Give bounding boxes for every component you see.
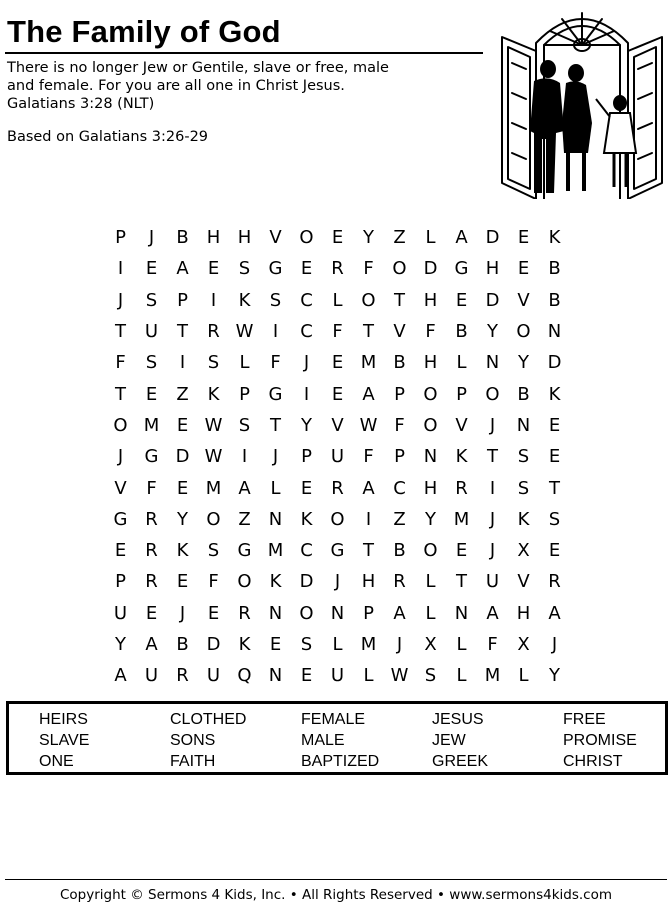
word-list-item: SLAVE <box>39 732 90 749</box>
grid-letter[interactable]: E <box>300 665 313 687</box>
grid-letter[interactable]: E <box>145 383 158 405</box>
grid-letter[interactable]: E <box>455 289 468 311</box>
grid-letter[interactable]: J <box>489 508 496 530</box>
grid-letter[interactable]: G <box>144 446 159 468</box>
grid-letter[interactable]: J <box>489 540 496 562</box>
grid-letter[interactable]: F <box>487 634 498 655</box>
grid-letter[interactable]: U <box>144 321 159 343</box>
grid-letter[interactable]: N <box>485 352 500 374</box>
grid-letter[interactable]: V <box>393 321 406 343</box>
grid-letter[interactable]: N <box>454 602 469 624</box>
grid-letter[interactable]: E <box>548 446 561 468</box>
grid-letter[interactable]: O <box>361 289 376 311</box>
grid-letter[interactable]: H <box>206 227 221 249</box>
grid-letter[interactable]: D <box>485 289 500 311</box>
grid-letter[interactable]: I <box>365 508 372 530</box>
grid-letter[interactable]: T <box>363 321 374 343</box>
grid-letter[interactable]: E <box>331 227 344 249</box>
grid-letter[interactable]: H <box>423 289 438 311</box>
grid-letter[interactable]: P <box>177 289 188 311</box>
grid-letter[interactable]: M <box>267 540 284 562</box>
grid-letter[interactable]: L <box>425 227 436 249</box>
grid-letter[interactable]: G <box>330 540 345 562</box>
grid-letter[interactable]: S <box>145 352 158 374</box>
grid-letter[interactable]: M <box>484 665 501 687</box>
title-divider <box>5 52 483 54</box>
grid-letter[interactable]: A <box>548 602 561 624</box>
grid-letter[interactable]: K <box>269 571 282 593</box>
grid-letter[interactable]: K <box>548 227 561 249</box>
grid-letter[interactable]: S <box>424 665 437 687</box>
grid-letter[interactable]: V <box>331 414 344 436</box>
grid-letter[interactable]: B <box>548 289 561 311</box>
grid-letter[interactable]: G <box>454 258 469 280</box>
grid-letter[interactable]: W <box>204 414 223 436</box>
grid-letter[interactable]: G <box>268 383 283 405</box>
grid-letter[interactable]: R <box>331 258 344 280</box>
word-list-item: FAITH <box>170 753 216 770</box>
grid-letter[interactable]: Q <box>237 665 252 687</box>
grid-letter[interactable]: O <box>237 571 252 593</box>
grid-letter[interactable]: V <box>455 414 468 436</box>
grid-letter[interactable]: E <box>331 383 344 405</box>
grid-letter[interactable]: M <box>143 414 160 436</box>
grid-letter[interactable]: N <box>516 414 531 436</box>
grid-letter[interactable]: L <box>332 634 343 655</box>
grid-letter[interactable]: H <box>423 477 438 499</box>
grid-letter[interactable]: D <box>547 352 562 374</box>
grid-letter[interactable]: Y <box>549 665 560 687</box>
grid-letter[interactable]: B <box>455 321 468 343</box>
grid-letter[interactable]: F <box>394 414 405 436</box>
grid-letter[interactable]: N <box>423 446 438 468</box>
verse-line: and female. For you are all one in Christ Jesus. <box>7 78 345 94</box>
grid-letter[interactable]: J <box>489 414 496 436</box>
grid-letter[interactable]: W <box>359 414 378 436</box>
grid-letter[interactable]: K <box>207 383 220 405</box>
based-on-text: Based on Galatians 3:26-29 <box>7 129 209 145</box>
grid-letter[interactable]: Z <box>393 227 406 249</box>
grid-letter[interactable]: J <box>272 446 279 468</box>
grid-letter[interactable]: N <box>330 602 345 624</box>
grid-letter[interactable]: D <box>175 446 190 468</box>
grid-letter[interactable]: H <box>423 352 438 374</box>
grid-letter[interactable]: L <box>363 665 374 687</box>
grid-letter[interactable]: F <box>146 477 157 499</box>
grid-letter[interactable]: R <box>393 571 406 593</box>
grid-letter[interactable]: S <box>207 540 220 562</box>
bible-verse <box>7 59 477 113</box>
verse-line: There is no longer Jew or Gentile, slave or free, male <box>7 60 389 76</box>
grid-letter[interactable]: B <box>393 540 406 562</box>
grid-letter[interactable]: A <box>486 602 499 624</box>
grid-letter[interactable]: P <box>394 446 405 468</box>
grid-letter[interactable]: P <box>115 227 126 249</box>
grid-letter[interactable]: F <box>425 321 436 343</box>
grid-letter[interactable]: R <box>145 508 158 530</box>
grid-letter[interactable]: K <box>176 540 189 562</box>
grid-letter[interactable]: O <box>423 414 438 436</box>
grid-letter[interactable]: G <box>113 508 128 530</box>
grid-letter[interactable]: P <box>301 446 312 468</box>
grid-letter[interactable]: K <box>300 508 313 530</box>
grid-letter[interactable]: E <box>300 477 313 499</box>
grid-letter[interactable]: T <box>363 540 374 562</box>
grid-letter[interactable]: P <box>456 383 467 405</box>
grid-letter[interactable]: L <box>332 289 343 311</box>
grid-letter[interactable]: R <box>548 571 561 593</box>
grid-letter[interactable]: A <box>455 227 468 249</box>
grid-letter[interactable]: E <box>145 258 158 280</box>
grid-letter[interactable]: X <box>424 634 437 655</box>
grid-letter[interactable]: L <box>425 571 436 593</box>
word-search-grid <box>105 222 570 691</box>
grid-letter[interactable]: M <box>453 508 470 530</box>
copyright-footer: Copyright © Sermons 4 Kids, Inc. • All Rights Reserved • www.sermons4kids.com <box>60 887 612 903</box>
grid-letter[interactable]: S <box>269 289 282 311</box>
grid-letter[interactable]: A <box>114 665 127 687</box>
grid-letter[interactable]: Y <box>425 508 436 530</box>
grid-letter[interactable]: F <box>270 352 281 374</box>
grid-letter[interactable]: E <box>207 258 220 280</box>
word-list-item: JESUS <box>432 711 484 728</box>
grid-letter[interactable]: B <box>548 258 561 280</box>
grid-letter[interactable]: T <box>270 414 281 436</box>
grid-letter[interactable]: S <box>207 352 220 374</box>
word-list-item: PROMISE <box>563 732 637 749</box>
grid-letter[interactable]: S <box>517 446 530 468</box>
grid-letter[interactable]: E <box>207 602 220 624</box>
grid-letter[interactable]: T <box>456 571 467 593</box>
grid-letter[interactable]: L <box>456 665 467 687</box>
grid-letter[interactable]: D <box>206 634 221 655</box>
grid-letter[interactable]: V <box>114 477 127 499</box>
word-list-item: MALE <box>301 732 345 749</box>
grid-letter[interactable]: B <box>393 352 406 374</box>
grid-letter[interactable]: L <box>270 477 281 499</box>
grid-letter[interactable]: T <box>177 321 188 343</box>
grid-letter[interactable]: P <box>115 571 126 593</box>
grid-letter[interactable]: V <box>517 289 530 311</box>
grid-letter[interactable]: Z <box>393 508 406 530</box>
grid-letter[interactable]: S <box>238 258 251 280</box>
grid-letter[interactable]: H <box>485 258 500 280</box>
grid-letter[interactable]: K <box>517 508 530 530</box>
grid-letter[interactable]: K <box>238 289 251 311</box>
word-list-item: ONE <box>39 753 74 770</box>
grid-letter[interactable]: C <box>300 321 313 343</box>
grid-letter[interactable]: Y <box>518 352 529 374</box>
grid-letter[interactable]: P <box>363 602 374 624</box>
grid-letter[interactable]: O <box>206 508 221 530</box>
grid-letter[interactable]: J <box>179 602 186 624</box>
grid-letter[interactable]: L <box>425 602 436 624</box>
grid-letter[interactable]: J <box>117 446 124 468</box>
grid-letter[interactable]: K <box>238 634 251 655</box>
grid-letter[interactable]: F <box>363 258 374 280</box>
grid-letter[interactable]: E <box>548 414 561 436</box>
grid-letter[interactable]: R <box>145 540 158 562</box>
grid-letter[interactable]: E <box>455 540 468 562</box>
word-list-item: JEW <box>432 732 466 749</box>
grid-letter[interactable]: J <box>303 352 310 374</box>
grid-letter[interactable]: Y <box>301 414 312 436</box>
grid-letter[interactable]: L <box>239 352 250 374</box>
grid-letter[interactable]: A <box>176 258 189 280</box>
grid-letter[interactable]: U <box>485 571 500 593</box>
grid-letter[interactable]: J <box>396 634 403 655</box>
grid-letter[interactable]: M <box>205 477 222 499</box>
grid-letter[interactable]: W <box>235 321 254 343</box>
grid-letter[interactable]: U <box>113 602 128 624</box>
grid-letter[interactable]: I <box>117 258 124 280</box>
grid-letter[interactable]: O <box>485 383 500 405</box>
grid-letter[interactable]: I <box>272 321 279 343</box>
grid-letter[interactable]: T <box>549 477 560 499</box>
word-list-item: FREE <box>563 711 606 728</box>
word-bank <box>6 701 668 775</box>
grid-letter[interactable]: E <box>176 571 189 593</box>
grid-letter[interactable]: N <box>268 508 283 530</box>
grid-letter[interactable]: E <box>517 258 530 280</box>
word-list-item: CHRIST <box>563 753 623 770</box>
grid-letter[interactable]: O <box>299 602 314 624</box>
grid-letter[interactable]: X <box>517 634 530 655</box>
grid-letter[interactable]: U <box>144 665 159 687</box>
grid-letter[interactable]: G <box>237 540 252 562</box>
word-list-item: HEIRS <box>39 711 88 728</box>
grid-letter[interactable]: X <box>517 540 530 562</box>
grid-letter[interactable]: T <box>394 289 405 311</box>
grid-letter[interactable]: I <box>241 446 248 468</box>
grid-letter[interactable]: T <box>487 446 498 468</box>
grid-letter[interactable]: H <box>516 602 531 624</box>
verse-reference: Galatians 3:28 (NLT) <box>7 96 155 112</box>
grid-letter[interactable]: M <box>360 634 377 655</box>
grid-letter[interactable]: U <box>206 665 221 687</box>
grid-letter[interactable]: P <box>394 383 405 405</box>
grid-letter[interactable]: Y <box>177 508 188 530</box>
grid-letter[interactable]: F <box>332 321 343 343</box>
grid-letter[interactable]: G <box>268 258 283 280</box>
grid-letter[interactable]: D <box>299 571 314 593</box>
grid-letter[interactable]: I <box>179 352 186 374</box>
grid-letter[interactable]: S <box>517 477 530 499</box>
grid-letter[interactable]: B <box>176 227 189 249</box>
grid-letter[interactable]: N <box>547 321 562 343</box>
grid-letter[interactable]: A <box>393 602 406 624</box>
grid-letter[interactable]: F <box>208 571 219 593</box>
grid-letter[interactable]: N <box>268 665 283 687</box>
grid-letter[interactable]: O <box>113 414 128 436</box>
grid-letter[interactable]: D <box>485 227 500 249</box>
grid-letter[interactable]: I <box>210 289 217 311</box>
grid-letter[interactable]: Y <box>487 321 498 343</box>
grid-letter[interactable]: O <box>423 540 438 562</box>
grid-letter[interactable]: A <box>238 477 251 499</box>
grid-letter[interactable]: R <box>145 571 158 593</box>
grid-letter[interactable]: U <box>330 446 345 468</box>
footer-divider <box>5 879 667 880</box>
grid-letter[interactable]: Z <box>176 383 189 405</box>
grid-letter[interactable]: U <box>330 665 345 687</box>
grid-letter[interactable]: R <box>207 321 220 343</box>
grid-letter[interactable]: Y <box>363 227 374 249</box>
grid-letter[interactable]: Y <box>115 634 126 655</box>
grid-letter[interactable]: A <box>145 634 158 655</box>
grid-letter[interactable]: O <box>392 258 407 280</box>
grid-letter[interactable]: T <box>115 321 126 343</box>
word-list-item: SONS <box>170 732 216 749</box>
grid-letter[interactable]: Z <box>238 508 251 530</box>
grid-letter[interactable]: S <box>548 508 561 530</box>
grid-letter[interactable]: E <box>176 414 189 436</box>
grid-letter[interactable]: C <box>300 540 313 562</box>
grid-letter[interactable]: L <box>456 634 467 655</box>
grid-letter[interactable]: J <box>334 571 341 593</box>
grid-letter[interactable]: F <box>115 352 126 374</box>
grid-letter[interactable]: A <box>362 477 375 499</box>
grid-letter[interactable]: H <box>237 227 252 249</box>
page-title: The Family of God <box>7 14 281 49</box>
word-list-item: FEMALE <box>301 711 366 728</box>
grid-letter[interactable]: S <box>238 414 251 436</box>
grid-letter[interactable]: R <box>331 477 344 499</box>
grid-letter[interactable]: E <box>548 540 561 562</box>
grid-letter[interactable]: E <box>517 227 530 249</box>
grid-letter[interactable]: F <box>363 446 374 468</box>
grid-letter[interactable]: W <box>204 446 223 468</box>
grid-letter[interactable]: B <box>517 383 530 405</box>
grid-letter[interactable]: L <box>518 665 529 687</box>
grid-letter[interactable]: P <box>239 383 250 405</box>
grid-letter[interactable]: E <box>114 540 127 562</box>
grid-letter[interactable]: O <box>423 383 438 405</box>
grid-letter[interactable]: E <box>300 258 313 280</box>
word-list <box>39 709 672 772</box>
grid-letter[interactable]: J <box>117 289 124 311</box>
grid-letter[interactable]: I <box>303 383 310 405</box>
grid-letter[interactable]: E <box>176 477 189 499</box>
grid-letter[interactable]: O <box>299 227 314 249</box>
grid-letter[interactable]: V <box>269 227 282 249</box>
grid-letter[interactable]: D <box>423 258 438 280</box>
grid-letter[interactable]: J <box>148 227 155 249</box>
grid-letter[interactable]: C <box>300 289 313 311</box>
grid-letter[interactable]: O <box>330 508 345 530</box>
grid-letter[interactable]: I <box>489 477 496 499</box>
grid-letter[interactable]: E <box>331 352 344 374</box>
grid-letter[interactable]: A <box>362 383 375 405</box>
grid-letter[interactable]: E <box>145 602 158 624</box>
word-list-item: GREEK <box>432 753 489 770</box>
word-list-item: BAPTIZED <box>301 753 380 770</box>
grid-letter[interactable]: L <box>456 352 467 374</box>
grid-letter[interactable]: R <box>455 477 468 499</box>
word-list-item: CLOTHED <box>170 711 247 728</box>
grid-letter[interactable]: S <box>145 289 158 311</box>
grid-letter[interactable]: V <box>517 571 530 593</box>
grid-letter[interactable]: S <box>300 634 313 655</box>
grid-letter[interactable]: N <box>268 602 283 624</box>
grid-letter[interactable]: K <box>455 446 468 468</box>
grid-letter[interactable]: H <box>361 571 376 593</box>
grid-letter[interactable]: W <box>390 665 409 687</box>
grid-letter[interactable]: T <box>115 383 126 405</box>
grid-letter[interactable]: O <box>516 321 531 343</box>
grid-letter[interactable]: C <box>393 477 406 499</box>
grid-letter[interactable]: R <box>238 602 251 624</box>
grid-letter[interactable]: B <box>176 634 189 655</box>
grid-letter[interactable]: K <box>548 383 561 405</box>
grid-letter[interactable]: R <box>176 665 189 687</box>
family-at-doorway-illustration <box>496 3 668 199</box>
grid-letter[interactable]: J <box>551 634 558 655</box>
grid-letter[interactable]: E <box>269 634 282 655</box>
grid-letter[interactable]: M <box>360 352 377 374</box>
